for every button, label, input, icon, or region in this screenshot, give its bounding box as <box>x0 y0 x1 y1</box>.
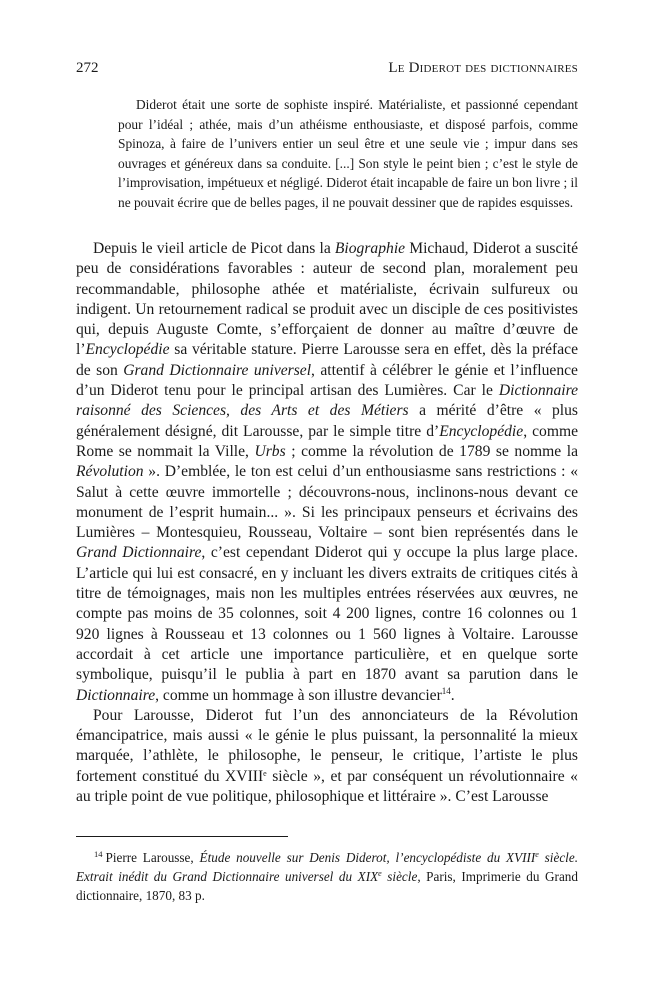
page-number: 272 <box>76 60 99 76</box>
italic-title: Grand Dictionnaire universel <box>123 361 312 379</box>
text-span: , attentif à célébrer le génie et l’influence d’un Diderot tenu pour le principal artisan des Lumières. Car le <box>76 361 578 400</box>
italic-title: Dictionnaire <box>76 686 156 704</box>
text-span: Pierre Larousse, <box>105 850 200 865</box>
epigraph-quote <box>118 95 578 212</box>
text-span: ». D’emblée, le ton est celui d’un enthousiasme sans restrictions : « Salut à cette œuvre immortelle ; découvrons-nous, inclinons-nous devant ce monument de l’esprit humain... ». Si les principaux penseurs et écrivains des Lumières – Montesquieu, Rousseau, Voltaire – sont bien représentés dans le <box>76 463 578 542</box>
text-span: Depuis le vieil article de Picot dans la <box>93 240 335 257</box>
running-title: Le Diderot des dictionnaires <box>388 60 578 76</box>
italic-term: Urbs <box>254 442 286 460</box>
text-span: Michaud, Diderot a suscité peu de considérations favorables : auteur de second plan, moralement peu recommandable, philosophe athée et matérialiste, écrivain sulfureux ou indigent. Un retournement radical se produit avec un disciple de ces positivistes qui, depuis Auguste Comte, s’efforçaient de donner au maître d’œuvre de l’ <box>76 240 578 359</box>
footnote-text <box>76 848 578 905</box>
footnote-14 <box>76 848 578 905</box>
italic-title: Étude nouvelle sur Denis Diderot, l’encyclopédiste du XVIII <box>199 850 536 865</box>
italic-title: Encyclopédie <box>439 422 524 440</box>
italic-title: Dictionnaire raisonné des Sciences, des Arts et des Métiers <box>76 382 578 420</box>
italic-title: siècle. Extrait inédit du Grand Dictionnaire universel du XIX <box>76 850 578 884</box>
text-span: sa véritable stature. Pierre Larousse sera en effet, dès la préface de son <box>76 341 578 379</box>
paragraph-2 <box>76 706 578 807</box>
main-text <box>76 239 578 807</box>
footnote-separator <box>76 836 288 837</box>
italic-title: Biographie <box>334 240 406 257</box>
text-span: , Paris, Imprimerie du Grand dictionnaire, 1870, 83 p. <box>76 869 578 903</box>
paragraph-1 <box>76 239 578 706</box>
text-span: . <box>450 686 455 704</box>
italic-title: Grand Dictionnaire <box>76 544 202 562</box>
italic-title: Encyclopédie <box>85 341 170 359</box>
footnote-number: 14 <box>94 849 103 859</box>
footnote-reference[interactable]: 14 <box>441 685 451 696</box>
text-span: siècle », et par conséquent un révolutionnaire « au triple point de vue politique, philosophique et littéraire ». C’est Larousse <box>76 767 578 806</box>
book-page <box>76 0 578 985</box>
text-span: a mérité d’être « plus généralement désigné, dit Larousse, par le simple titre d’ <box>76 402 578 440</box>
italic-title: siècle <box>381 869 418 884</box>
superscript: e <box>263 768 267 778</box>
text-span: , c’est cependant Diderot qui y occupe la plus large place. L’article qui lui est consacré, en y incluant les divers extraits de critiques cités à titre de témoignages, mais non les multiples entrées réservées aux œuvres, ne compte pas moins de 35 colonnes, soit 4 200 lignes, contre 16 colonnes ou 1 920 lignes à Rousseau et 13 colonnes ou 1 560 lignes à Voltaire. Larousse accordait à cet article une importance particulière, et en quelque sorte symbolique, puisqu’il le publia à part en 1870 avant sa parution dans le <box>76 544 578 684</box>
superscript: e <box>535 850 539 859</box>
text-span: , comme un hommage à son illustre devancier <box>155 686 442 704</box>
running-head <box>76 60 578 80</box>
text-span: , comme Rome se nommait la Ville, <box>76 422 579 460</box>
epigraph-text: Diderot était une sorte de sophiste inspiré. Matérialiste, et passionné cependant pour l’idéal ; athée, mais d’un athéisme enthousiaste, et disposé parfois, comme Spinoza, à faire de l’univers entier un seul être et une seule vie ; impur dans ses ouvrages et généreux dans sa conduite. [...] Son style le peint bien ; c’est le style de l’improvisation, impétueux et négligé. Diderot était incapable de faire un bon livre ; il ne pouvait écrire que de belles pages, il ne pouvait dessiner que de rapides esquisses. <box>118 97 578 210</box>
text-span: Pour Larousse, Diderot fut l’un des annonciateurs de la Révolution émancipatrice, mais aussi « le génie le plus puissant, la personnalité la mieux marquée, l’athlète, le philosophe, le penseur, le critique, l’artiste le plus fortement constitué du XVIII <box>76 706 578 785</box>
italic-term: Révolution <box>76 463 144 481</box>
superscript: e <box>378 869 382 878</box>
text-span: ; comme la révolution de 1789 se nomme la <box>285 442 578 460</box>
